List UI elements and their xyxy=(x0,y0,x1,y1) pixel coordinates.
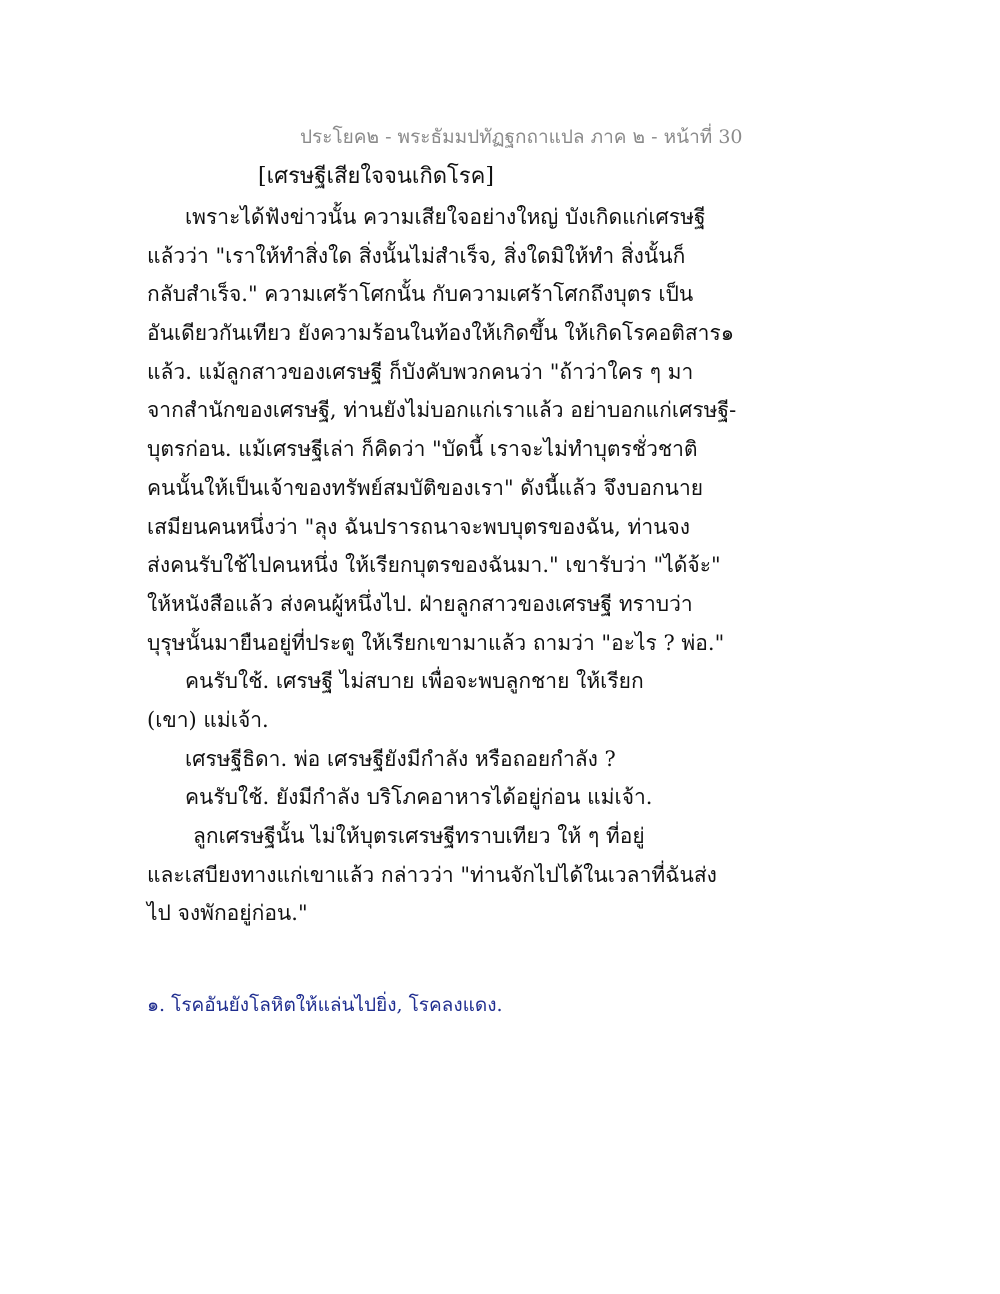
text-line: ส่งคนรับใช้ไปคนหนึ่ง ให้เรียกบุตรของฉันมา." เขารับว่า "ได้จ้ะ" xyxy=(147,553,721,578)
dialogue-line: คนรับใช้. เศรษฐี ไม่สบาย เพื่อจะพบลูกชาย ให้เรียก xyxy=(185,669,644,694)
text-line: ไป จงพักอยู่ก่อน." xyxy=(147,901,308,926)
text-line: เสมียนคนหนึ่งว่า "ลุง ฉันปรารถนาจะพบบุตรของฉัน, ท่านจง xyxy=(147,514,691,539)
text-line: (เขา) แม่เจ้า. xyxy=(147,707,269,732)
text-line: แล้ว. แม้ลูกสาวของเศรษฐี ก็บังคับพวกคนว่า "ถ้าว่าใคร ๆ มา xyxy=(147,359,694,384)
body-text xyxy=(147,198,737,933)
text-line: กลับสำเร็จ." ความเศร้าโศกนั้น กับความเศร้าโศกถึงบุตร เป็น xyxy=(147,282,694,307)
section-title: [เศรษฐีเสียใจจนเกิดโรค] xyxy=(258,164,494,189)
text-line: คนนั้นให้เป็นเจ้าของทรัพย์สมบัติของเรา" ดังนี้แล้ว จึงบอกนาย xyxy=(147,475,704,500)
text-line: และเสบียงทางแก่เขาแล้ว กล่าวว่า "ท่านจักไปได้ในเวลาที่ฉันส่ง xyxy=(147,862,717,887)
running-header: ประโยค๒ - พระธัมมปทัฏฐกถาแปล ภาค ๒ - หน้าที่ 30 xyxy=(300,126,743,148)
text-line: อันเดียวกันเทียว ยังความร้อนในท้องให้เกิดขึ้น ให้เกิดโรคอติสาร๑ xyxy=(147,321,735,346)
text-line: แล้วว่า "เราให้ทำสิ่งใด สิ่งนั้นไม่สำเร็จ, สิ่งใดมิให้ทำ สิ่งนั้นก็ xyxy=(147,243,686,268)
dialogue-line: เศรษฐีธิดา. พ่อ เศรษฐียังมีกำลัง หรือถอยกำลัง ? xyxy=(185,746,616,771)
dialogue-line: คนรับใช้. ยังมีกำลัง บริโภคอาหารได้อยู่ก่อน แม่เจ้า. xyxy=(185,785,653,810)
footnote: ๑. โรคอันยังโลหิตให้แล่นไปยิ่ง, โรคลงแดง. xyxy=(147,994,503,1016)
text-line: เพราะได้ฟังข่าวนั้น ความเสียใจอย่างใหญ่ บังเกิดแก่เศรษฐี xyxy=(185,205,706,229)
text-line: ลูกเศรษฐีนั้น ไม่ให้บุตรเศรษฐีทราบเทียว ให้ ๆ ที่อยู่ xyxy=(193,824,645,848)
text-line: บุรุษนั้นมายืนอยู่ที่ประตู ให้เรียกเขามาแล้ว ถามว่า "อะไร ? พ่อ." xyxy=(147,630,725,655)
text-line: บุตรก่อน. แม้เศรษฐีเล่า ก็คิดว่า "บัดนี้ เราจะไม่ทำบุตรชั่วชาติ xyxy=(147,437,698,462)
text-line: ให้หนังสือแล้ว ส่งคนผู้หนึ่งไป. ฝ่ายลูกสาวของเศรษฐี ทราบว่า xyxy=(147,591,693,616)
text-line: จากสำนักของเศรษฐี, ท่านยังไม่บอกแก่เราแล้ว อย่าบอกแก่เศรษฐี- xyxy=(147,398,737,423)
